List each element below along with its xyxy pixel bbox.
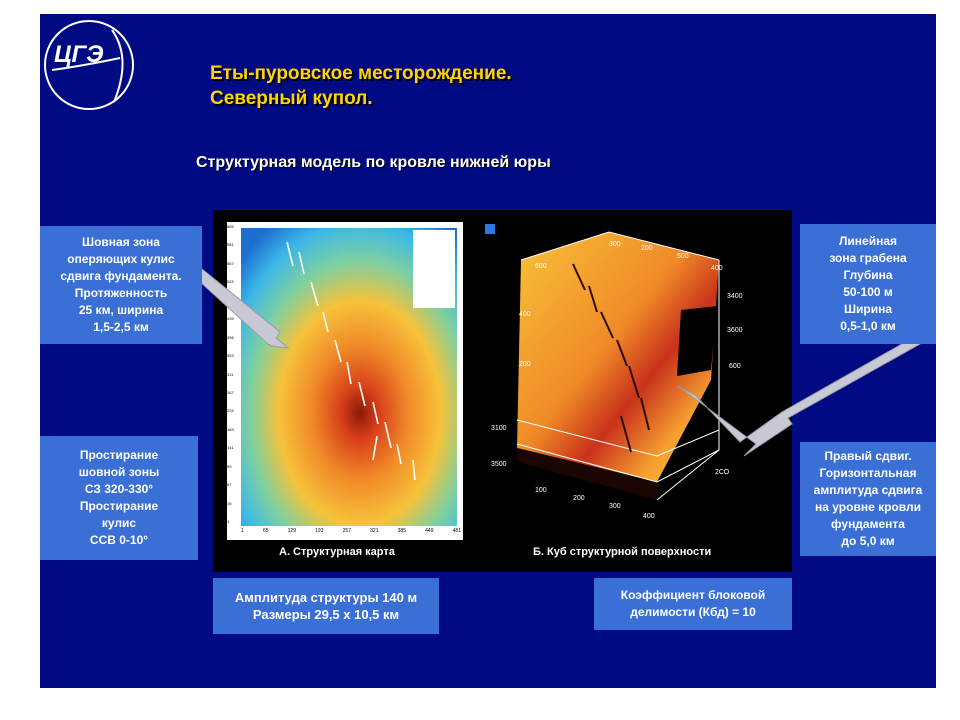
box-line: кулис xyxy=(101,516,137,530)
info-box-strike xyxy=(40,436,198,560)
box-line: зона грабена xyxy=(829,251,907,265)
title-line-1: Еты-пуровское месторождение. xyxy=(210,63,512,84)
x-tick: 385 xyxy=(397,528,406,534)
cube-label: 200 xyxy=(519,361,531,368)
box-line: 0,5-1,0 км xyxy=(840,319,896,333)
cube-label: 100 xyxy=(535,487,547,494)
box-line: ССВ 0-10° xyxy=(89,533,149,547)
cube-label: 300 xyxy=(609,503,621,510)
arrow-to-map xyxy=(198,269,288,348)
y-tick: 225 xyxy=(227,408,234,414)
box-line: Глубина xyxy=(843,268,893,282)
page-subtitle: Структурная модель по кровле нижней юры xyxy=(196,154,551,171)
box-line: Простирание xyxy=(79,448,159,462)
cube-label: 600 xyxy=(729,363,741,370)
cube-label: 3400 xyxy=(727,293,743,300)
box-line: фундамента xyxy=(831,517,905,531)
y-tick: 353 xyxy=(227,353,234,359)
y-tick: 311 xyxy=(227,371,234,377)
box-line: Размеры 29,5 х 10,5 км xyxy=(252,607,400,622)
y-tick: 1 xyxy=(227,519,230,524)
cube-label: 2СО xyxy=(715,469,730,476)
x-tick: 65 xyxy=(262,528,269,534)
cube-label: 400 xyxy=(643,513,655,520)
box-line: амплитуда сдвига xyxy=(813,483,923,497)
y-tick: 183 xyxy=(227,426,234,432)
box-line: Коэффициент блоковой xyxy=(620,588,766,602)
pointer-arrows xyxy=(40,14,936,688)
cube-label: 500 xyxy=(677,253,689,260)
cube-label: 400 xyxy=(519,311,531,318)
y-tick: 665 xyxy=(227,224,234,229)
x-tick: 193 xyxy=(315,528,324,534)
y-tick: 15 xyxy=(227,500,232,506)
title-line-2: Северный купол. xyxy=(210,88,373,109)
box-line: Амплитуда структуры 140 м xyxy=(234,590,418,605)
y-tick: 267 xyxy=(227,389,234,395)
box-line: Ширина xyxy=(843,302,893,316)
y-tick: 141 xyxy=(227,445,234,451)
y-tick: 57 xyxy=(227,482,232,488)
info-box-amplitude xyxy=(213,578,439,634)
cube-label: 3500 xyxy=(491,461,507,468)
box-line: делимости (Кбд) = 10 xyxy=(630,605,756,619)
box-line: Горизонтальная xyxy=(819,466,917,480)
slide xyxy=(40,14,936,688)
box-line: шовной зоны xyxy=(78,465,160,479)
y-tick: 525 xyxy=(227,279,234,285)
box-line: 25 км, ширина xyxy=(78,303,164,317)
box-line: оперяющих кулис xyxy=(67,252,175,266)
box-line: СЗ 320-330° xyxy=(84,482,154,496)
box-line: 50-100 м xyxy=(843,285,893,299)
y-tick: 439 xyxy=(227,316,234,322)
box-line: 1,5-2,5 км xyxy=(93,320,149,334)
info-box-suture-zone xyxy=(40,226,202,344)
x-tick: 449 xyxy=(425,528,434,534)
info-box-right-shift xyxy=(800,442,936,556)
x-tick: 481 xyxy=(452,528,461,534)
x-tick: 321 xyxy=(370,528,379,534)
box-line: Протяженность xyxy=(74,286,168,300)
y-tick: 99 xyxy=(227,463,232,469)
box-line: Шовная зона xyxy=(82,235,160,249)
box-line: Простирание xyxy=(79,499,159,513)
logo-text: ЦГЭ xyxy=(54,41,104,68)
x-tick: 1 xyxy=(241,528,244,534)
box-line: Правый сдвиг. xyxy=(824,449,912,463)
box-line: до 5,0 км xyxy=(841,534,895,548)
y-tick: 581 xyxy=(227,242,234,248)
y-tick: 396 xyxy=(227,334,234,340)
caption-structural-cube: Б. Куб структурной поверхности xyxy=(533,546,712,558)
x-tick: 257 xyxy=(342,528,351,534)
box-line: сдвига фундамента. xyxy=(60,269,182,283)
cube-label: 600 xyxy=(535,263,547,270)
box-line: на уровне кровли xyxy=(815,500,921,514)
cube-label: 3600 xyxy=(727,327,743,334)
cube-label: 400 xyxy=(711,265,723,272)
y-tick: 567 xyxy=(227,260,234,266)
box-line: Линейная xyxy=(838,234,898,248)
cube-label: 300 xyxy=(609,241,621,248)
arrow-to-cube xyxy=(678,336,920,456)
caption-structural-map: А. Структурная карта xyxy=(279,546,395,558)
cube-label: 200 xyxy=(641,245,653,252)
x-tick: 129 xyxy=(287,528,296,534)
cube-label: 3100 xyxy=(491,425,507,432)
info-box-graben xyxy=(800,224,936,344)
info-box-block-coefficient xyxy=(594,578,792,630)
cube-label: 200 xyxy=(573,495,585,502)
